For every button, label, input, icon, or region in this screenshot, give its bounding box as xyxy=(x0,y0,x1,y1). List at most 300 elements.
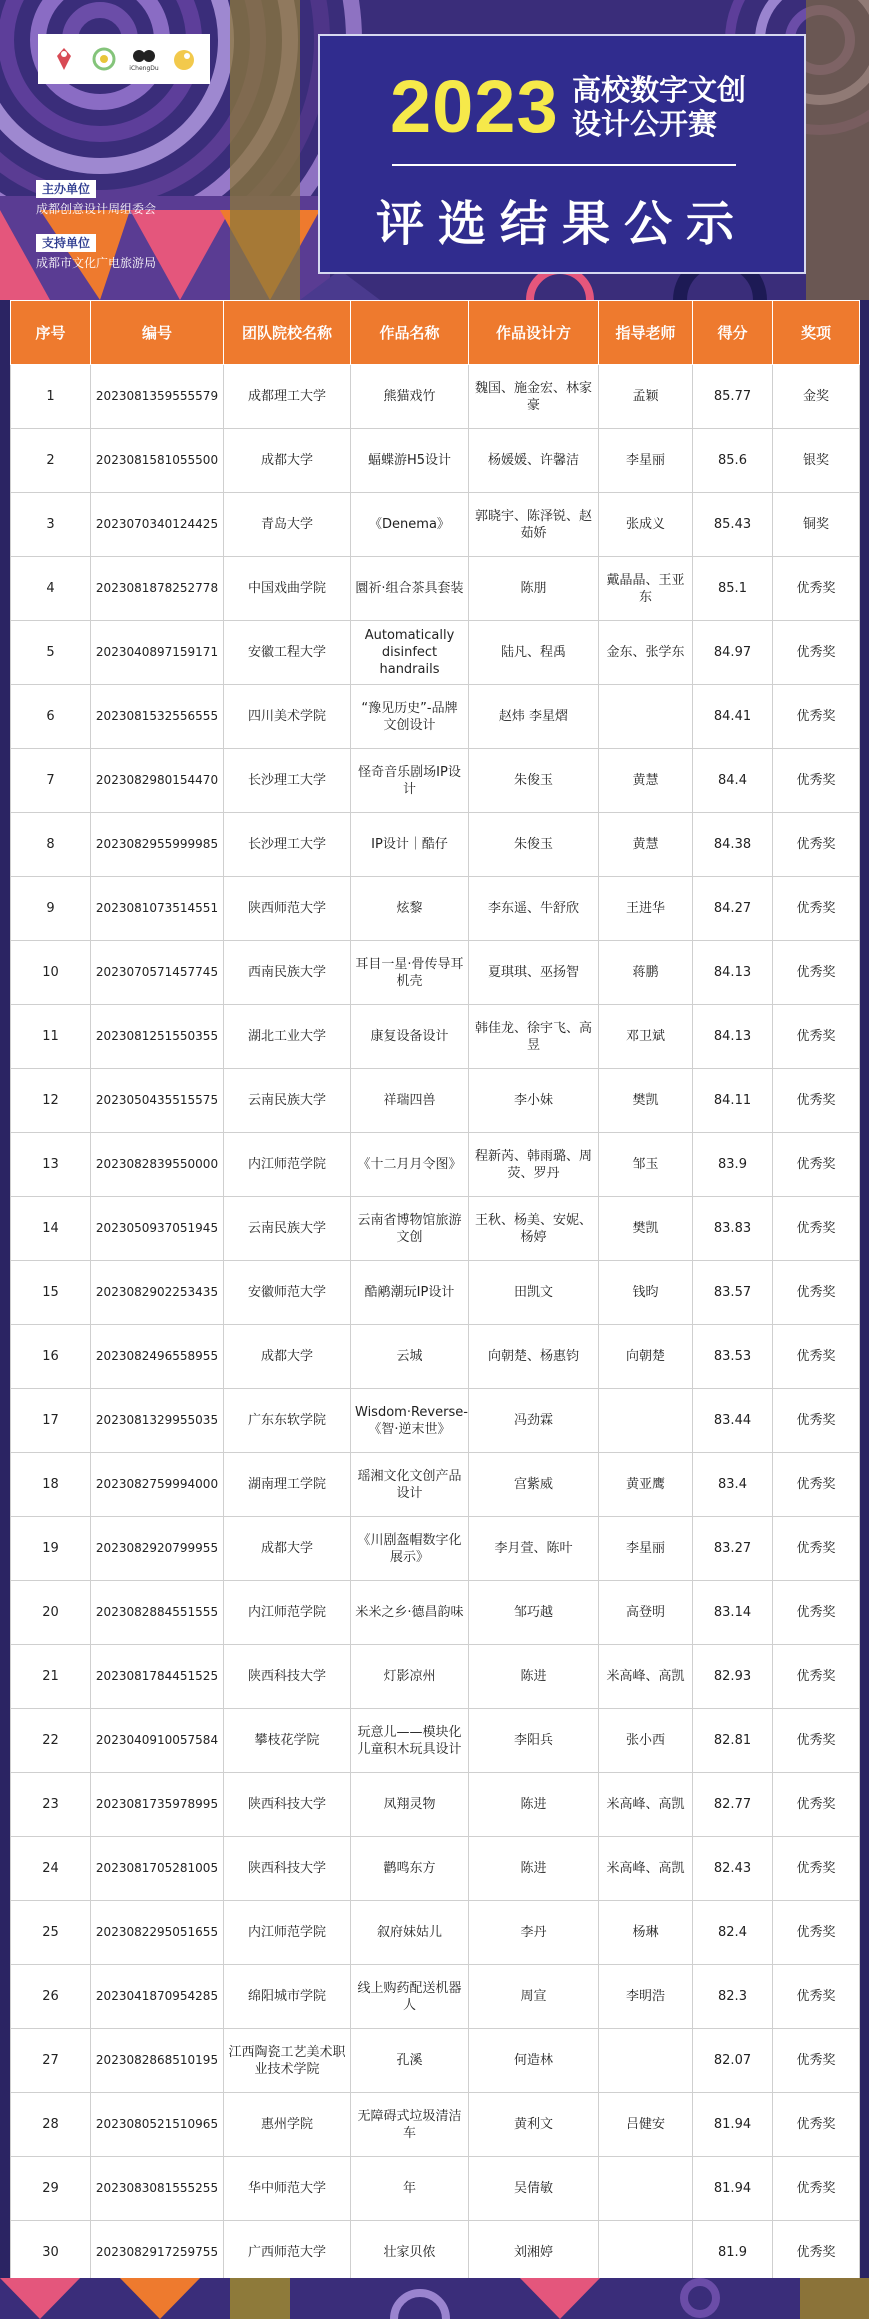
cell-id: 2023050937051945 xyxy=(91,1197,224,1261)
cell-work: 米米之乡·德昌韵味 xyxy=(351,1581,469,1645)
creative-week-logo xyxy=(47,41,81,77)
cell-advisor xyxy=(599,2221,693,2285)
table-header-row xyxy=(11,301,860,365)
cell-index: 28 xyxy=(11,2093,91,2157)
table-row xyxy=(11,1645,860,1709)
cell-designer: 陈进 xyxy=(469,1645,599,1709)
cell-index: 7 xyxy=(11,749,91,813)
cell-score: 85.6 xyxy=(693,429,773,493)
cell-award: 优秀奖 xyxy=(773,1773,860,1837)
cell-designer: 韩佳龙、徐宇飞、高昱 xyxy=(469,1005,599,1069)
cell-award: 优秀奖 xyxy=(773,1709,860,1773)
university-logo xyxy=(87,41,121,77)
cell-award: 优秀奖 xyxy=(773,685,860,749)
cell-work: 熊猫戏竹 xyxy=(351,365,469,429)
organizer-name: 成都创意设计周组委会 xyxy=(36,202,157,216)
cell-work: 瑶湘文化文创产品设计 xyxy=(351,1453,469,1517)
cell-score: 82.4 xyxy=(693,1901,773,1965)
cell-index: 24 xyxy=(11,1837,91,1901)
cell-work: 酷鹇潮玩IP设计 xyxy=(351,1261,469,1325)
cell-advisor: 杨琳 xyxy=(599,1901,693,1965)
organizer-label: 主办单位 xyxy=(36,180,96,198)
results-table-container xyxy=(10,300,859,2285)
cell-award: 优秀奖 xyxy=(773,1133,860,1197)
cell-index: 11 xyxy=(11,1005,91,1069)
cell-designer: 刘湘婷 xyxy=(469,2221,599,2285)
cell-id: 2023081073514551 xyxy=(91,877,224,941)
cell-award: 优秀奖 xyxy=(773,1005,860,1069)
table-row xyxy=(11,1773,860,1837)
cell-school: 成都大学 xyxy=(224,1325,351,1389)
cell-score: 82.43 xyxy=(693,1837,773,1901)
cell-work: 壮家贝侬 xyxy=(351,2221,469,2285)
cell-designer: 李月萱、陈叶 xyxy=(469,1517,599,1581)
ichengdu-logo xyxy=(127,41,161,77)
cell-advisor: 邹玉 xyxy=(599,1133,693,1197)
cell-school: 陕西科技大学 xyxy=(224,1645,351,1709)
cell-id: 2023082759994000 xyxy=(91,1453,224,1517)
cell-school: 安徽工程大学 xyxy=(224,621,351,685)
table-row xyxy=(11,493,860,557)
cell-id: 2023040910057584 xyxy=(91,1709,224,1773)
cell-advisor: 张小西 xyxy=(599,1709,693,1773)
table-row xyxy=(11,1581,860,1645)
cell-index: 10 xyxy=(11,941,91,1005)
cell-award: 优秀奖 xyxy=(773,941,860,1005)
cell-id: 2023081251550355 xyxy=(91,1005,224,1069)
table-row xyxy=(11,685,860,749)
cell-designer: 夏琪琪、巫扬智 xyxy=(469,941,599,1005)
supporter-label: 支持单位 xyxy=(36,234,96,252)
cell-designer: 冯劲霖 xyxy=(469,1389,599,1453)
cell-index: 12 xyxy=(11,1069,91,1133)
cell-work: “豫见历史”-品牌文创设计 xyxy=(351,685,469,749)
cell-index: 21 xyxy=(11,1645,91,1709)
column-header: 序号 xyxy=(11,301,91,365)
cell-id: 2023082917259755 xyxy=(91,2221,224,2285)
cell-index: 25 xyxy=(11,1901,91,1965)
cell-designer: 赵炜 李星熠 xyxy=(469,685,599,749)
cell-id: 2023082980154470 xyxy=(91,749,224,813)
cell-score: 84.41 xyxy=(693,685,773,749)
year-title: 2023 xyxy=(390,65,559,148)
title-line-2: 设计公开赛 xyxy=(572,107,718,141)
title-line-1: 高校数字文创 xyxy=(572,73,747,107)
cell-award: 优秀奖 xyxy=(773,2029,860,2093)
cell-index: 16 xyxy=(11,1325,91,1389)
footer-decoration xyxy=(0,2278,869,2319)
cell-award: 优秀奖 xyxy=(773,621,860,685)
cell-designer: 周宣 xyxy=(469,1965,599,2029)
table-row xyxy=(11,941,860,1005)
cell-score: 84.4 xyxy=(693,749,773,813)
cell-id: 2023081532556555 xyxy=(91,685,224,749)
cell-index: 9 xyxy=(11,877,91,941)
table-row xyxy=(11,2029,860,2093)
cell-work: IP设计｜酷仔 xyxy=(351,813,469,877)
cell-id: 2023081581055500 xyxy=(91,429,224,493)
cell-advisor: 王进华 xyxy=(599,877,693,941)
cell-school: 广东东软学院 xyxy=(224,1389,351,1453)
cell-work: 云城 xyxy=(351,1325,469,1389)
cell-award: 优秀奖 xyxy=(773,2157,860,2221)
table-row xyxy=(11,1069,860,1133)
cell-index: 1 xyxy=(11,365,91,429)
table-row xyxy=(11,1965,860,2029)
cell-advisor xyxy=(599,2029,693,2093)
table-row xyxy=(11,749,860,813)
cell-score: 83.44 xyxy=(693,1389,773,1453)
cell-index: 4 xyxy=(11,557,91,621)
cell-score: 82.81 xyxy=(693,1709,773,1773)
cell-work: 祥瑞四兽 xyxy=(351,1069,469,1133)
organizer-block xyxy=(36,178,156,216)
cell-designer: 宫紫威 xyxy=(469,1453,599,1517)
cell-work: 孔溪 xyxy=(351,2029,469,2093)
cell-id: 2023081784451525 xyxy=(91,1645,224,1709)
table-row xyxy=(11,557,860,621)
column-header: 奖项 xyxy=(773,301,860,365)
table-row xyxy=(11,1325,860,1389)
cell-work: 玩意儿——模块化儿童积木玩具设计 xyxy=(351,1709,469,1773)
cell-work: 灯影凉州 xyxy=(351,1645,469,1709)
cell-score: 82.3 xyxy=(693,1965,773,2029)
cell-school: 陕西科技大学 xyxy=(224,1837,351,1901)
cell-score: 81.9 xyxy=(693,2221,773,2285)
cell-award: 优秀奖 xyxy=(773,1965,860,2029)
cell-id: 2023081878252778 xyxy=(91,557,224,621)
cell-advisor xyxy=(599,685,693,749)
results-table xyxy=(10,300,860,2285)
cell-score: 81.94 xyxy=(693,2157,773,2221)
cell-designer: 朱俊玉 xyxy=(469,749,599,813)
cell-score: 82.93 xyxy=(693,1645,773,1709)
cell-award: 优秀奖 xyxy=(773,1453,860,1517)
table-row xyxy=(11,1453,860,1517)
cell-id: 2023083081555255 xyxy=(91,2157,224,2221)
column-header: 得分 xyxy=(693,301,773,365)
cell-index: 14 xyxy=(11,1197,91,1261)
title-divider xyxy=(392,164,736,166)
cell-school: 华中师范大学 xyxy=(224,2157,351,2221)
cell-school: 成都理工大学 xyxy=(224,365,351,429)
cell-award: 优秀奖 xyxy=(773,1389,860,1453)
table-row xyxy=(11,1709,860,1773)
cell-index: 5 xyxy=(11,621,91,685)
cell-advisor: 李星丽 xyxy=(599,1517,693,1581)
cell-school: 湖北工业大学 xyxy=(224,1005,351,1069)
cell-index: 8 xyxy=(11,813,91,877)
table-row xyxy=(11,1005,860,1069)
cell-id: 2023081359555579 xyxy=(91,365,224,429)
cell-work: 《川剧盔帽数字化展示》 xyxy=(351,1517,469,1581)
cell-school: 内江师范学院 xyxy=(224,1901,351,1965)
supporter-name: 成都市文化广电旅游局 xyxy=(36,256,157,270)
cell-work: 康复设备设计 xyxy=(351,1005,469,1069)
cell-designer: 王秋、杨美、安妮、杨婷 xyxy=(469,1197,599,1261)
cell-designer: 吴倩敏 xyxy=(469,2157,599,2221)
cell-award: 优秀奖 xyxy=(773,1837,860,1901)
cell-index: 13 xyxy=(11,1133,91,1197)
cell-advisor: 邓卫斌 xyxy=(599,1005,693,1069)
cell-index: 15 xyxy=(11,1261,91,1325)
cell-score: 82.07 xyxy=(693,2029,773,2093)
table-row xyxy=(11,813,860,877)
cell-score: 83.9 xyxy=(693,1133,773,1197)
table-row xyxy=(11,1517,860,1581)
cell-award: 铜奖 xyxy=(773,493,860,557)
cell-designer: 魏国、施金宏、林家豪 xyxy=(469,365,599,429)
cell-advisor: 金东、张学东 xyxy=(599,621,693,685)
table-row xyxy=(11,1197,860,1261)
table-body xyxy=(11,365,860,2285)
cell-score: 83.14 xyxy=(693,1581,773,1645)
cell-award: 银奖 xyxy=(773,429,860,493)
cell-school: 攀枝花学院 xyxy=(224,1709,351,1773)
cell-id: 2023081705281005 xyxy=(91,1837,224,1901)
cell-advisor xyxy=(599,1389,693,1453)
cell-score: 84.38 xyxy=(693,813,773,877)
cell-id: 2023082920799955 xyxy=(91,1517,224,1581)
cell-index: 22 xyxy=(11,1709,91,1773)
cell-id: 2023070571457745 xyxy=(91,941,224,1005)
cell-designer: 陈进 xyxy=(469,1837,599,1901)
cell-advisor: 樊凯 xyxy=(599,1197,693,1261)
cell-designer: 黄利文 xyxy=(469,2093,599,2157)
cell-advisor: 黄慧 xyxy=(599,813,693,877)
cell-score: 84.13 xyxy=(693,1005,773,1069)
cell-award: 金奖 xyxy=(773,365,860,429)
cell-advisor: 钱昀 xyxy=(599,1261,693,1325)
cell-school: 青岛大学 xyxy=(224,493,351,557)
cell-score: 83.57 xyxy=(693,1261,773,1325)
cell-designer: 田凯文 xyxy=(469,1261,599,1325)
cell-work: 《Denema》 xyxy=(351,493,469,557)
cell-work: 凤翔灵物 xyxy=(351,1773,469,1837)
cell-designer: 李小妹 xyxy=(469,1069,599,1133)
table-row xyxy=(11,1261,860,1325)
table-row xyxy=(11,2157,860,2221)
cell-school: 长沙理工大学 xyxy=(224,813,351,877)
cell-score: 82.77 xyxy=(693,1773,773,1837)
cell-id: 2023070340124425 xyxy=(91,493,224,557)
cell-advisor: 戴晶晶、王亚东 xyxy=(599,557,693,621)
table-row xyxy=(11,1837,860,1901)
cell-advisor: 米高峰、高凯 xyxy=(599,1645,693,1709)
cell-advisor: 李星丽 xyxy=(599,429,693,493)
cell-school: 江西陶瓷工艺美术职业技术学院 xyxy=(224,2029,351,2093)
column-header: 指导老师 xyxy=(599,301,693,365)
cell-index: 17 xyxy=(11,1389,91,1453)
cell-award: 优秀奖 xyxy=(773,813,860,877)
cell-award: 优秀奖 xyxy=(773,1069,860,1133)
cell-advisor: 黄慧 xyxy=(599,749,693,813)
cell-designer: 朱俊玉 xyxy=(469,813,599,877)
cell-work: 蝠蝶游H5设计 xyxy=(351,429,469,493)
cell-award: 优秀奖 xyxy=(773,1197,860,1261)
cell-school: 惠州学院 xyxy=(224,2093,351,2157)
cell-score: 84.13 xyxy=(693,941,773,1005)
cell-advisor xyxy=(599,2157,693,2221)
cell-school: 四川美术学院 xyxy=(224,685,351,749)
cell-designer: 李丹 xyxy=(469,1901,599,1965)
supporter-block xyxy=(36,232,156,270)
cell-school: 云南民族大学 xyxy=(224,1069,351,1133)
cell-index: 29 xyxy=(11,2157,91,2221)
cell-advisor: 黄亚鹰 xyxy=(599,1453,693,1517)
cell-work: 圜祈·组合茶具套装 xyxy=(351,557,469,621)
cell-school: 陕西师范大学 xyxy=(224,877,351,941)
table-row xyxy=(11,621,860,685)
cell-id: 2023082868510195 xyxy=(91,2029,224,2093)
cell-advisor: 吕健安 xyxy=(599,2093,693,2157)
cell-advisor: 米高峰、高凯 xyxy=(599,1837,693,1901)
cell-designer: 杨媛媛、许馨洁 xyxy=(469,429,599,493)
cell-score: 83.53 xyxy=(693,1325,773,1389)
cell-index: 20 xyxy=(11,1581,91,1645)
cell-award: 优秀奖 xyxy=(773,1325,860,1389)
table-row xyxy=(11,1389,860,1453)
cell-advisor: 樊凯 xyxy=(599,1069,693,1133)
cell-id: 2023080521510965 xyxy=(91,2093,224,2157)
cell-work: 年 xyxy=(351,2157,469,2221)
cell-work: 云南省博物馆旅游文创 xyxy=(351,1197,469,1261)
cell-index: 3 xyxy=(11,493,91,557)
cell-school: 绵阳城市学院 xyxy=(224,1965,351,2029)
cell-index: 18 xyxy=(11,1453,91,1517)
cell-work: 《十二月月令图》 xyxy=(351,1133,469,1197)
cell-school: 内江师范学院 xyxy=(224,1581,351,1645)
cell-award: 优秀奖 xyxy=(773,1261,860,1325)
column-header: 编号 xyxy=(91,301,224,365)
table-row xyxy=(11,1133,860,1197)
cell-school: 成都大学 xyxy=(224,429,351,493)
cell-award: 优秀奖 xyxy=(773,557,860,621)
ichengdu-text: iChengDu xyxy=(129,64,159,72)
cell-school: 安徽师范大学 xyxy=(224,1261,351,1325)
cell-index: 19 xyxy=(11,1517,91,1581)
cell-index: 26 xyxy=(11,1965,91,2029)
cell-index: 23 xyxy=(11,1773,91,1837)
cell-index: 2 xyxy=(11,429,91,493)
cell-score: 81.94 xyxy=(693,2093,773,2157)
cell-designer: 程新芮、韩雨璐、周荧、罗丹 xyxy=(469,1133,599,1197)
cell-score: 85.1 xyxy=(693,557,773,621)
cell-advisor: 孟颖 xyxy=(599,365,693,429)
cell-designer: 陈进 xyxy=(469,1773,599,1837)
cell-id: 2023050435515575 xyxy=(91,1069,224,1133)
table-row xyxy=(11,365,860,429)
cell-id: 2023082496558955 xyxy=(91,1325,224,1389)
cell-score: 83.27 xyxy=(693,1517,773,1581)
table-row xyxy=(11,877,860,941)
cell-school: 中国戏曲学院 xyxy=(224,557,351,621)
cell-designer: 陆凡、程禹 xyxy=(469,621,599,685)
cell-score: 83.4 xyxy=(693,1453,773,1517)
cell-school: 内江师范学院 xyxy=(224,1133,351,1197)
cell-designer: 何造林 xyxy=(469,2029,599,2093)
cell-work: 耳目一星·骨传导耳机壳 xyxy=(351,941,469,1005)
cell-index: 6 xyxy=(11,685,91,749)
cell-school: 成都大学 xyxy=(224,1517,351,1581)
cell-designer: 陈朋 xyxy=(469,557,599,621)
bird-logo xyxy=(167,41,201,77)
cell-award: 优秀奖 xyxy=(773,1517,860,1581)
cell-score: 84.97 xyxy=(693,621,773,685)
cell-designer: 李阳兵 xyxy=(469,1709,599,1773)
cell-id: 2023081329955035 xyxy=(91,1389,224,1453)
logo-strip xyxy=(38,34,210,84)
cell-work: 无障碍式垃圾清洁车 xyxy=(351,2093,469,2157)
cell-work: 怪奇音乐剧场IP设计 xyxy=(351,749,469,813)
table-row xyxy=(11,2221,860,2285)
cell-id: 2023081735978995 xyxy=(91,1773,224,1837)
cell-award: 优秀奖 xyxy=(773,2221,860,2285)
cell-id: 2023082839550000 xyxy=(91,1133,224,1197)
cell-work: 叙府妹姑儿 xyxy=(351,1901,469,1965)
cell-advisor: 李明浩 xyxy=(599,1965,693,2029)
cell-award: 优秀奖 xyxy=(773,1645,860,1709)
cell-score: 85.43 xyxy=(693,493,773,557)
cell-work: Wisdom·Reverse-《智·逆末世》 xyxy=(351,1389,469,1453)
cell-advisor: 米高峰、高凯 xyxy=(599,1773,693,1837)
cell-award: 优秀奖 xyxy=(773,1901,860,1965)
column-header: 作品名称 xyxy=(351,301,469,365)
cell-advisor: 向朝楚 xyxy=(599,1325,693,1389)
cell-designer: 邹巧越 xyxy=(469,1581,599,1645)
cell-id: 2023082955999985 xyxy=(91,813,224,877)
cell-award: 优秀奖 xyxy=(773,1581,860,1645)
cell-score: 83.83 xyxy=(693,1197,773,1261)
cell-school: 云南民族大学 xyxy=(224,1197,351,1261)
cell-advisor: 张成义 xyxy=(599,493,693,557)
cell-score: 84.11 xyxy=(693,1069,773,1133)
cell-designer: 向朝楚、杨惠钧 xyxy=(469,1325,599,1389)
cell-score: 85.77 xyxy=(693,365,773,429)
cell-advisor: 高登明 xyxy=(599,1581,693,1645)
page-subtitle: 评选结果公示 xyxy=(375,196,748,252)
cell-id: 2023040897159171 xyxy=(91,621,224,685)
column-header: 作品设计方 xyxy=(469,301,599,365)
table-row xyxy=(11,1901,860,1965)
cell-work: 炫黎 xyxy=(351,877,469,941)
cell-designer: 郭晓宇、陈泽锐、赵茹娇 xyxy=(469,493,599,557)
cell-advisor: 蒋鹏 xyxy=(599,941,693,1005)
cell-award: 优秀奖 xyxy=(773,749,860,813)
cell-award: 优秀奖 xyxy=(773,2093,860,2157)
cell-school: 湖南理工学院 xyxy=(224,1453,351,1517)
cell-school: 西南民族大学 xyxy=(224,941,351,1005)
cell-work: 线上购药配送机器人 xyxy=(351,1965,469,2029)
cell-index: 30 xyxy=(11,2221,91,2285)
cell-id: 2023082902253435 xyxy=(91,1261,224,1325)
cell-index: 27 xyxy=(11,2029,91,2093)
cell-work: Automatically disinfect handrails xyxy=(351,621,469,685)
table-row xyxy=(11,429,860,493)
column-header: 团队院校名称 xyxy=(224,301,351,365)
cell-id: 2023082295051655 xyxy=(91,1901,224,1965)
cell-id: 2023041870954285 xyxy=(91,1965,224,2029)
table-row xyxy=(11,2093,860,2157)
cell-designer: 李东遥、牛舒欣 xyxy=(469,877,599,941)
cell-school: 陕西科技大学 xyxy=(224,1773,351,1837)
cell-work: 鹳鸣东方 xyxy=(351,1837,469,1901)
cell-award: 优秀奖 xyxy=(773,877,860,941)
title-panel xyxy=(318,34,806,274)
cell-score: 84.27 xyxy=(693,877,773,941)
cell-school: 长沙理工大学 xyxy=(224,749,351,813)
header-banner xyxy=(0,0,869,300)
